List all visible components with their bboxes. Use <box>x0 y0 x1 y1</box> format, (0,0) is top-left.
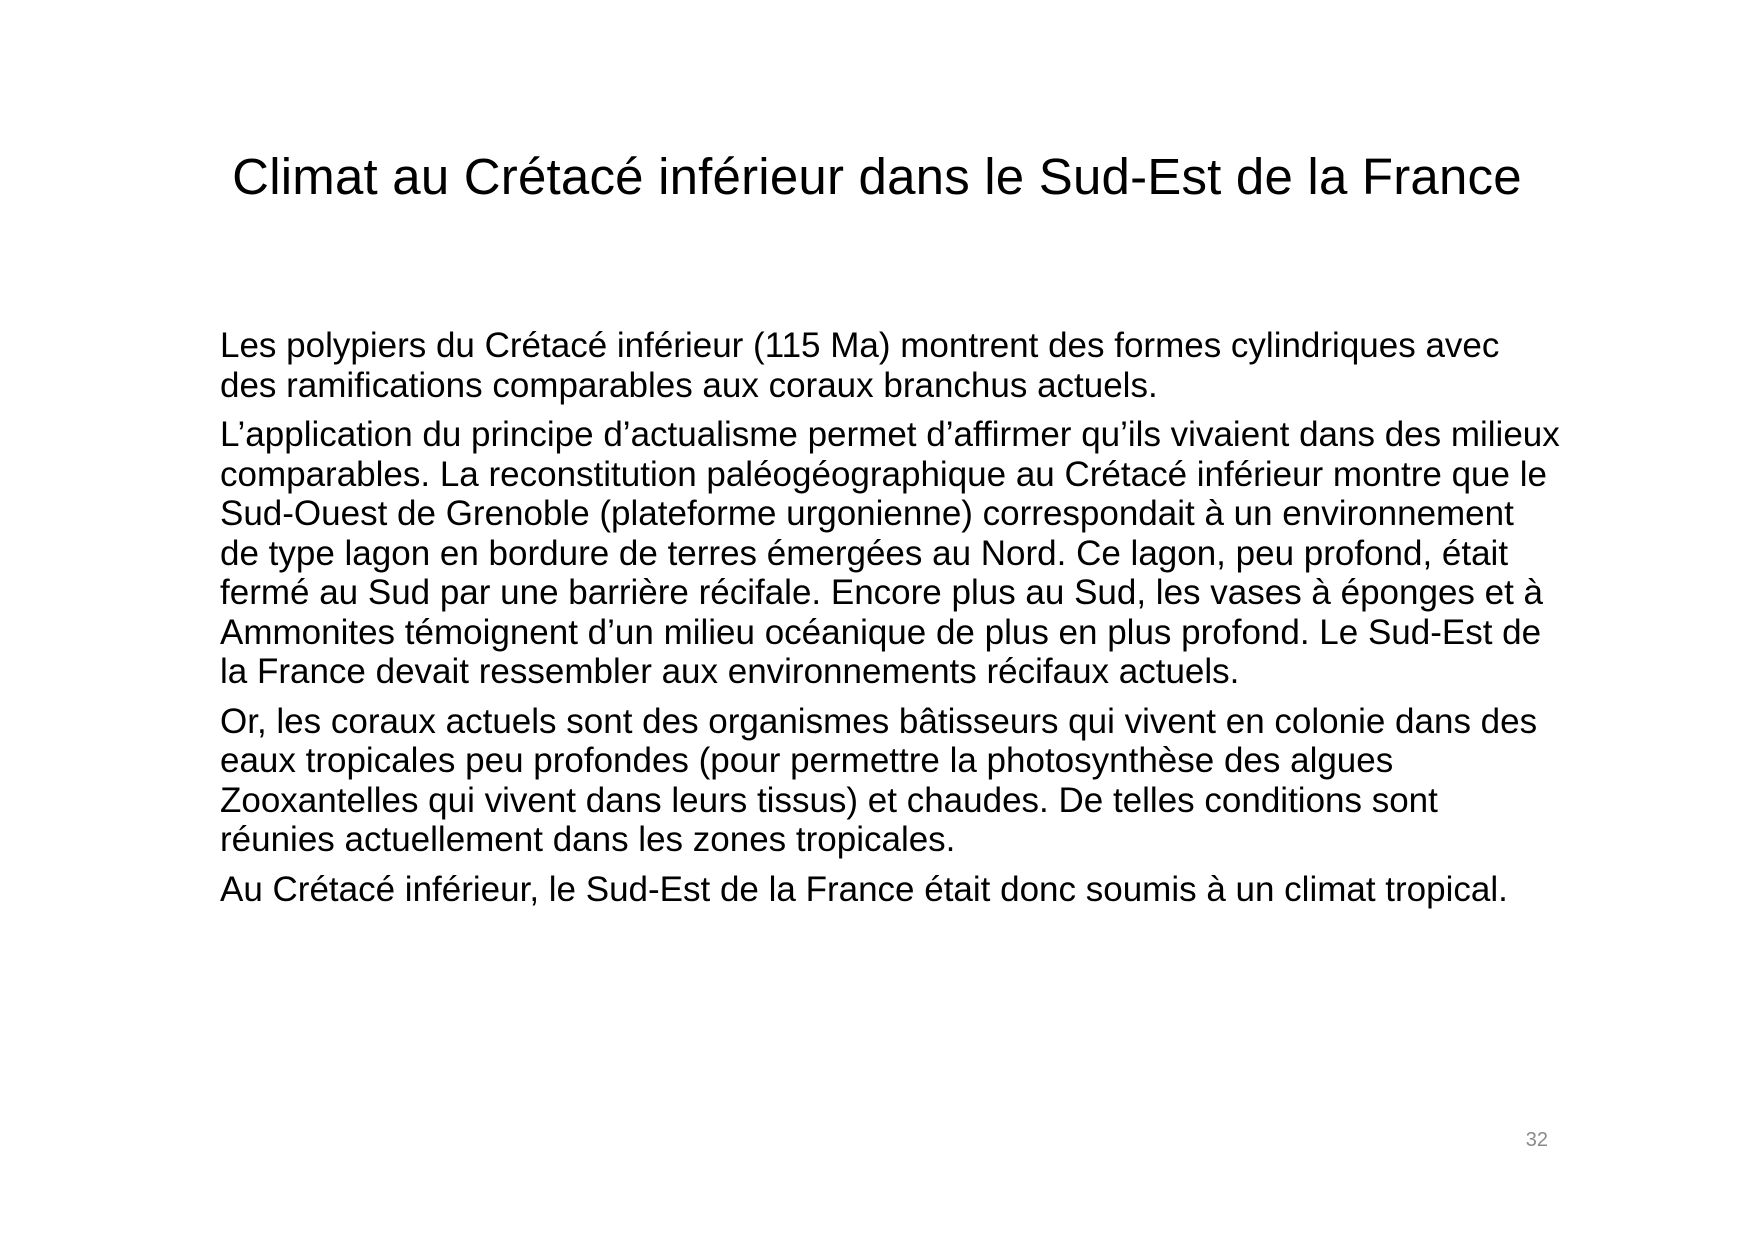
paragraph-polypiers: Les polypiers du Crétacé inférieur (115 Ma) montrent des formes cylindriques avec des ramifications comparables aux coraux branchus actuels. <box>220 326 1500 405</box>
slide-title: Climat au Crétacé inférieur dans le Sud-Est de la France <box>232 148 1522 205</box>
paragraph-actualisme: L’application du principe d’actualisme permet d’affirmer qu’ils vivaient dans des milieux comparables. La reconstitution paléogéographique au Crétacé inférieur montre que le Sud-Ouest de Grenoble (plateforme urgonienne) correspondait à un environnement de type lagon en bordure de terres émergées au Nord. Ce lagon, peu profond, était fermé au Sud par une barrière récifale. Encore plus au Sud, les vases à éponges et à Ammonites témoignent d’un milieu océanique de plus en plus profond. Le Sud-Est de la France devait ressembler aux environnements récifaux actuels. <box>220 415 1560 691</box>
paragraph-coraux-actuels: Or, les coraux actuels sont des organismes bâtisseurs qui vivent en colonie dans des eaux tropicales peu profondes (pour permettre la photosynthèse des algues Zooxantelles qui vivent dans leurs tissus) et chaudes. De telles conditions sont réunies actuellement dans les zones tropicales. <box>220 701 1538 859</box>
paragraph-conclusion: Au Crétacé inférieur, le Sud-Est de la France était donc soumis à un climat tropical. <box>220 869 1508 909</box>
page-number: 32 <box>1525 1129 1548 1151</box>
slide-body <box>220 326 1560 919</box>
